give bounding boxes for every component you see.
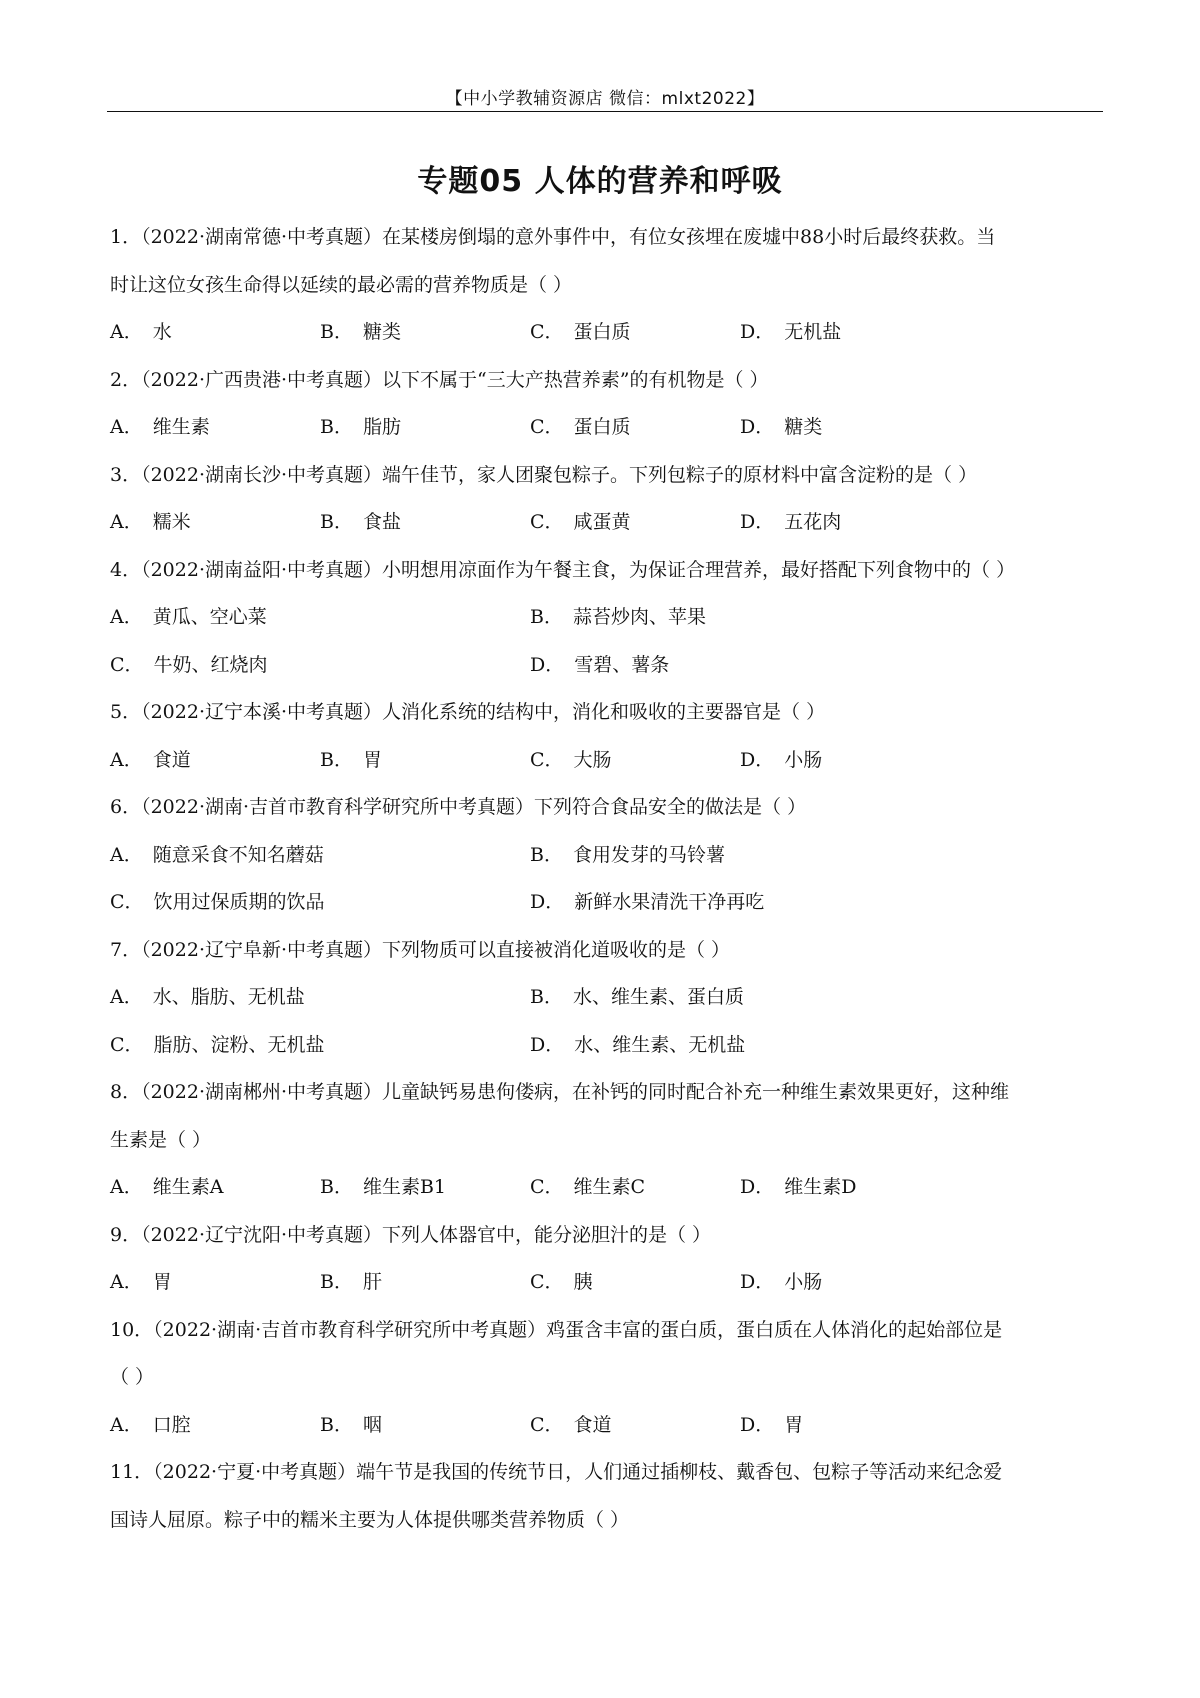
question-9 <box>110 1212 1100 1307</box>
option-text: 胃 <box>362 748 382 771</box>
option-a <box>110 832 324 880</box>
option-b <box>320 309 401 357</box>
option-label: A． <box>110 1413 143 1436</box>
question-8 <box>110 1069 1100 1212</box>
question-stem-line: 6．（2022·湖南·吉首市教育科学研究所中考真题）下列符合食品安全的做法是（ ） <box>110 796 807 818</box>
option-text: 水、维生素、蛋白质 <box>572 986 744 1008</box>
options-row <box>110 879 1100 927</box>
option-b <box>320 1164 446 1212</box>
option-a <box>110 1164 223 1212</box>
question-stem-line: 8．（2022·湖南郴州·中考真题）儿童缺钙易患佝偻病，在补钙的同时配合补充一种维生素效果更好，这种维 <box>110 1081 1010 1103</box>
option-label: D． <box>740 1413 775 1436</box>
question-stem-line: 9．（2022·辽宁沈阳·中考真题）下列人体器官中，能分泌胆汁的是（ ） <box>110 1223 712 1246</box>
option-label: C． <box>530 1176 564 1198</box>
option-text: 食用发芽的马铃薯 <box>572 843 725 866</box>
option-c <box>110 642 268 690</box>
option-text: 食道 <box>152 748 191 771</box>
option-text: 黄瓜、空心菜 <box>152 606 267 628</box>
options-row <box>110 642 1100 690</box>
option-text: 维生素D <box>784 1176 857 1198</box>
option-text: 糯米 <box>152 511 191 533</box>
question-10 <box>110 1307 1100 1450</box>
option-text: 蛋白质 <box>573 321 631 343</box>
options-row <box>110 1402 1100 1450</box>
option-d <box>740 499 841 547</box>
option-label: B． <box>320 748 353 771</box>
option-d <box>530 879 764 927</box>
option-text: 糖类 <box>362 321 401 343</box>
option-label: B． <box>530 986 563 1008</box>
option-text: 新鲜水果清洗干净再吃 <box>574 891 765 913</box>
question-stem-line: 5．（2022·辽宁本溪·中考真题）人消化系统的结构中，消化和吸收的主要器官是（ ） <box>110 701 826 723</box>
question-11 <box>110 1449 1100 1544</box>
option-label: C． <box>110 653 144 676</box>
option-text: 食道 <box>573 1413 612 1436</box>
option-d <box>740 1259 822 1307</box>
page-title: 专题05 人体的营养和呼吸 <box>417 164 783 199</box>
question-4 <box>110 547 1100 690</box>
question-stem-line: 生素是（ ） <box>110 1128 212 1151</box>
question-stem-line: 国诗人屈原。粽子中的糯米主要为人体提供哪类营养物质（ ） <box>110 1508 630 1531</box>
option-label: B． <box>320 1176 353 1198</box>
option-text: 维生素A <box>152 1176 224 1198</box>
option-b <box>320 1402 382 1450</box>
option-b <box>320 1259 382 1307</box>
option-c <box>530 1164 645 1212</box>
option-text: 五花肉 <box>784 511 842 533</box>
option-d <box>530 1022 745 1070</box>
option-label: A． <box>110 511 143 533</box>
option-label: C． <box>110 891 144 913</box>
option-label: C． <box>110 1033 144 1056</box>
option-label: C． <box>530 1271 564 1293</box>
option-text: 咸蛋黄 <box>573 511 631 533</box>
option-text: 胃 <box>784 1413 804 1436</box>
question-1 <box>110 214 1100 357</box>
option-label: C． <box>530 748 564 771</box>
option-text: 维生素C <box>573 1176 646 1198</box>
option-text: 蛋白质 <box>573 416 631 438</box>
option-b <box>320 737 382 785</box>
option-text: 小肠 <box>784 1271 823 1293</box>
question-6 <box>110 784 1100 927</box>
option-d <box>740 309 841 357</box>
option-text: 水 <box>152 321 172 343</box>
option-label: C． <box>530 416 564 438</box>
option-text: 饮用过保质期的饮品 <box>153 891 325 913</box>
option-label: C． <box>530 1413 564 1436</box>
options-row <box>110 737 1100 785</box>
page-header: 【中小学教辅资源店 微信：mlxt2022】 <box>445 89 765 109</box>
options-row <box>110 594 1100 642</box>
option-text: 无机盐 <box>784 321 842 343</box>
option-label: D． <box>740 416 775 438</box>
option-a <box>110 974 305 1022</box>
option-b <box>320 404 401 452</box>
option-a <box>110 737 191 785</box>
option-label: C． <box>530 511 564 533</box>
option-b <box>320 499 401 547</box>
option-label: B． <box>320 416 353 438</box>
options-row <box>110 832 1100 880</box>
question-stem-line: 3．（2022·湖南长沙·中考真题）端午佳节，家人团聚包粽子。下列包粽子的原材料中富含淀粉的是（ ） <box>110 463 978 486</box>
question-stem-line: 4．（2022·湖南益阳·中考真题）小明想用凉面作为午餐主食，为保证合理营养，最好搭配下列食物中的（ ） <box>110 558 1016 581</box>
question-stem-line: 时让这位女孩生命得以延续的最必需的营养物质是（ ） <box>110 273 573 296</box>
options-row <box>110 1259 1100 1307</box>
option-c <box>530 404 631 452</box>
question-7 <box>110 927 1100 1070</box>
options-row <box>110 499 1100 547</box>
question-stem-line: 2．（2022·广西贵港·中考真题）以下不属于“三大产热营养素”的有机物是（ ） <box>110 368 769 391</box>
option-label: D． <box>740 748 775 771</box>
option-d <box>740 1402 803 1450</box>
option-text: 咽 <box>362 1413 382 1436</box>
option-label: D． <box>740 1271 775 1293</box>
option-text: 食盐 <box>362 511 401 533</box>
option-d <box>530 642 669 690</box>
option-b <box>530 594 706 642</box>
option-text: 脂肪、淀粉、无机盐 <box>153 1033 325 1056</box>
option-c <box>530 1402 612 1450</box>
option-label: B． <box>530 843 563 866</box>
option-label: B． <box>320 511 353 533</box>
option-text: 糖类 <box>784 416 823 438</box>
option-label: D． <box>740 321 775 343</box>
option-b <box>530 974 744 1022</box>
option-text: 维生素B1 <box>362 1176 447 1198</box>
option-label: A． <box>110 986 143 1008</box>
option-label: C． <box>530 321 564 343</box>
option-text: 维生素 <box>152 416 210 438</box>
option-text: 脂肪 <box>362 416 401 438</box>
option-label: A． <box>110 1176 143 1198</box>
option-c <box>110 879 325 927</box>
question-list <box>110 214 1100 1544</box>
option-a <box>110 499 191 547</box>
option-label: B． <box>530 606 563 628</box>
option-a <box>110 404 210 452</box>
option-label: B． <box>320 321 353 343</box>
option-c <box>110 1022 325 1070</box>
option-a <box>110 594 267 642</box>
option-text: 牛奶、红烧肉 <box>153 653 268 676</box>
option-label: B． <box>320 1271 353 1293</box>
question-stem-line: 7．（2022·辽宁阜新·中考真题）下列物质可以直接被消化道吸收的是（ ） <box>110 938 731 961</box>
option-label: D． <box>530 653 565 676</box>
options-row <box>110 1022 1100 1070</box>
question-5 <box>110 689 1100 784</box>
option-d <box>740 404 822 452</box>
option-text: 雪碧、薯条 <box>574 653 670 676</box>
option-c <box>530 1259 593 1307</box>
question-stem-line: （ ） <box>110 1366 155 1388</box>
option-b <box>530 832 725 880</box>
option-text: 水、维生素、无机盐 <box>574 1033 746 1056</box>
option-c <box>530 737 612 785</box>
options-row <box>110 974 1100 1022</box>
option-d <box>740 1164 856 1212</box>
option-label: B． <box>320 1413 353 1436</box>
option-text: 胃 <box>152 1271 172 1293</box>
options-row <box>110 309 1100 357</box>
question-stem-line: 11．（2022·宁夏·中考真题）端午节是我国的传统节日，人们通过插柳枝、戴香包、包粽子等活动来纪念爱 <box>110 1461 1003 1483</box>
option-text: 口腔 <box>152 1413 191 1436</box>
option-label: A． <box>110 321 143 343</box>
option-text: 胰 <box>573 1271 593 1293</box>
option-text: 随意采食不知名蘑菇 <box>152 843 324 866</box>
option-text: 大肠 <box>573 748 612 771</box>
option-label: A． <box>110 606 143 628</box>
header-divider <box>107 111 1103 112</box>
option-label: A． <box>110 1271 143 1293</box>
option-text: 肝 <box>362 1271 382 1293</box>
option-label: A． <box>110 416 143 438</box>
option-c <box>530 499 631 547</box>
question-2 <box>110 357 1100 452</box>
question-3 <box>110 452 1100 547</box>
option-label: A． <box>110 843 143 866</box>
option-a <box>110 1259 172 1307</box>
option-label: D． <box>530 891 565 913</box>
option-label: D． <box>740 511 775 533</box>
question-stem-line: 1．（2022·湖南常德·中考真题）在某楼房倒塌的意外事件中，有位女孩埋在废墟中88小时后最终获救。当 <box>110 226 996 248</box>
option-label: A． <box>110 748 143 771</box>
option-label: D． <box>740 1176 775 1198</box>
option-text: 小肠 <box>784 748 823 771</box>
option-text: 蒜苔炒肉、苹果 <box>572 606 706 628</box>
option-text: 水、脂肪、无机盐 <box>152 986 305 1008</box>
option-label: D． <box>530 1033 565 1056</box>
options-row <box>110 404 1100 452</box>
option-a <box>110 309 172 357</box>
option-c <box>530 309 631 357</box>
options-row <box>110 1164 1100 1212</box>
option-d <box>740 737 822 785</box>
option-a <box>110 1402 191 1450</box>
question-stem-line: 10．（2022·湖南·吉首市教育科学研究所中考真题）鸡蛋含丰富的蛋白质，蛋白质在人体消化的起始部位是 <box>110 1318 1003 1341</box>
